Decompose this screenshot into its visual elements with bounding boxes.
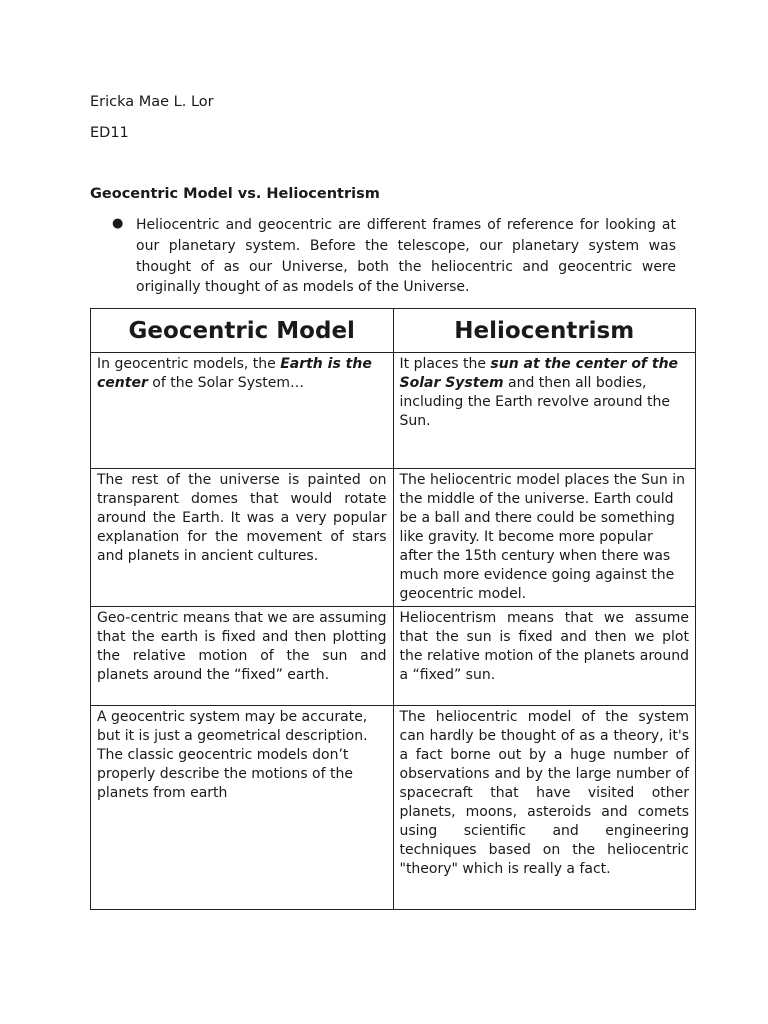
- heliocentrism-cell: The heliocentric model places the Sun in the middle of the universe. Earth could be a ball and there could be something like gravity. It become more popular after the 15th century when there was much more evidence going against the geocentric model.: [393, 469, 696, 607]
- cell-emphasis: sun at the center of the Solar System: [399, 356, 679, 391]
- geocentric-cell: Geo-centric means that we are assuming that the earth is fixed and then plotting the relative motion of the sun and planets around the “fixed” earth.: [91, 607, 394, 706]
- cell-text: In geocentric models, the: [97, 356, 281, 372]
- intro-bullet-item: [112, 215, 676, 298]
- comparison-table: [90, 308, 696, 910]
- table-row: [91, 706, 696, 910]
- cell-text: It places the: [399, 356, 491, 372]
- header-heliocentrism: Heliocentrism: [393, 309, 696, 353]
- author-name: Ericka Mae L. Lor: [90, 94, 214, 110]
- table-row: [91, 469, 696, 607]
- table-row: [91, 353, 696, 469]
- heliocentrism-cell: [393, 353, 696, 469]
- document-heading: Geocentric Model vs. Heliocentrism: [90, 186, 380, 202]
- geocentric-cell: [91, 353, 394, 469]
- table-row: [91, 607, 696, 706]
- heliocentrism-cell: The heliocentric model of the system can hardly be thought of as a theory, it's a fact borne out by a huge number of observations and by the large number of spacecraft that have visited other planets, moons, asteroids and comets using scientific and engineering techniques based on the heliocentric "theory" which is really a fact.: [393, 706, 696, 910]
- bullet-icon: ●: [112, 216, 124, 231]
- intro-bullet-text: Heliocentric and geocentric are different frames of reference for looking at our planetary system. Before the telescope, our planetary system was thought of as our Universe, both the heliocentric and geocentric were originally thought of as models of the Universe.: [136, 217, 676, 296]
- course-code: ED11: [90, 125, 129, 141]
- geocentric-cell: A geocentric system may be accurate, but it is just a geometrical description. The classic geocentric models don’t properly describe the motions of the planets from earth: [91, 706, 394, 910]
- cell-text: and then all bodies, including the Earth revolve around the Sun.: [399, 375, 670, 429]
- header-geocentric: Geocentric Model: [91, 309, 394, 353]
- geocentric-cell: The rest of the universe is painted on transparent domes that would rotate around the Earth. It was a very popular explanation for the movement of stars and planets in ancient cultures.: [91, 469, 394, 607]
- cell-emphasis: Earth is the center: [97, 356, 372, 391]
- table-header-row: [91, 309, 696, 353]
- cell-text: of the Solar System…: [147, 375, 305, 391]
- heliocentrism-cell: Heliocentrism means that we assume that the sun is fixed and then we plot the relative motion of the planets around a “fixed” sun.: [393, 607, 696, 706]
